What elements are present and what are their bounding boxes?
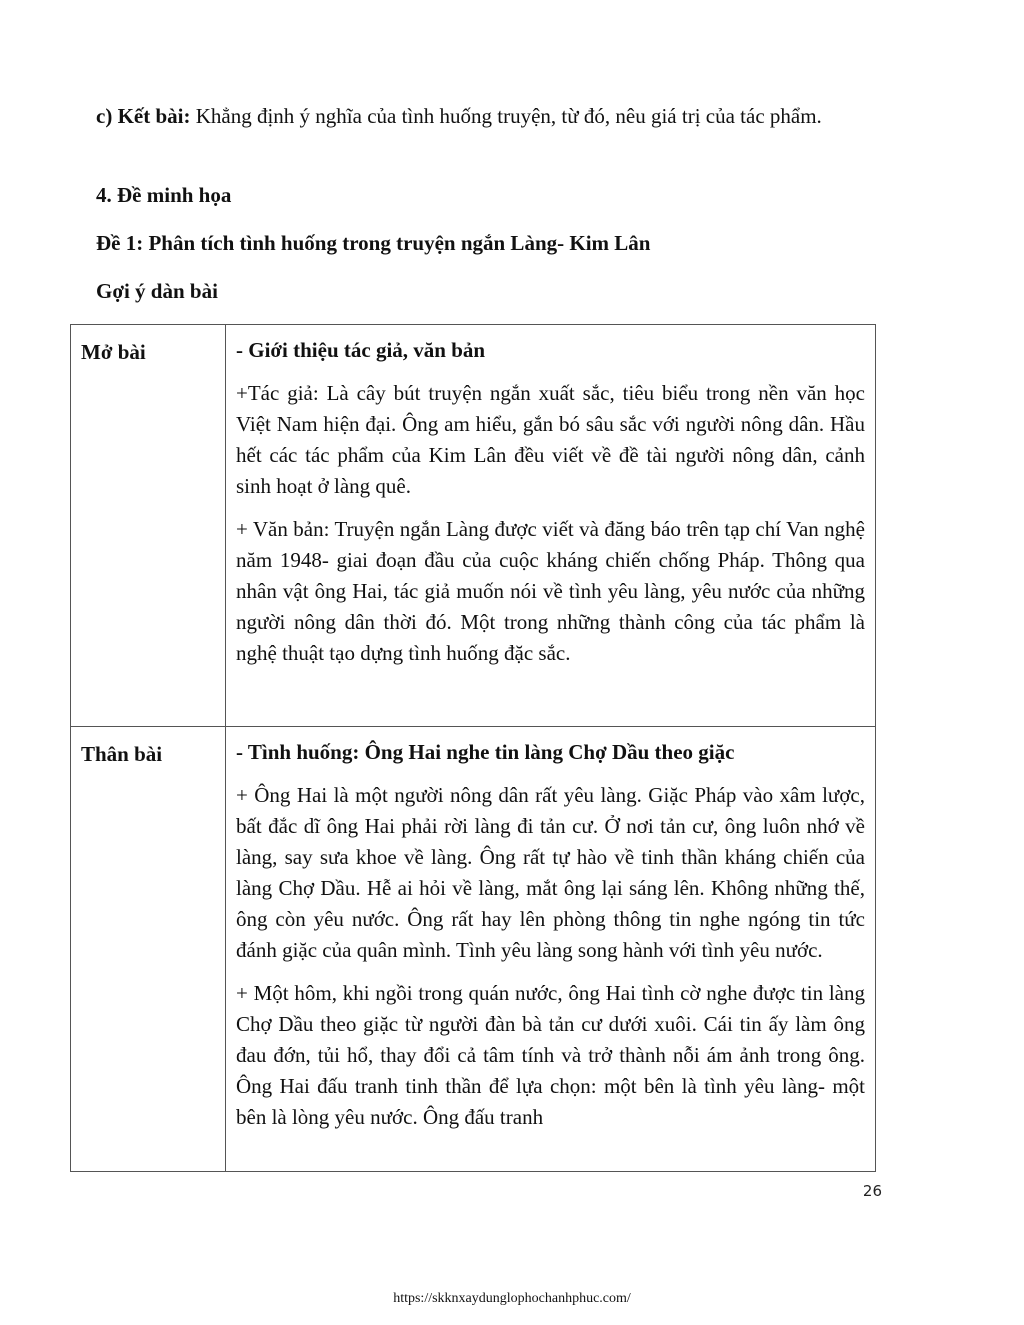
row-content [226,727,875,1172]
row-heading: - Giới thiệu tác giả, văn bản [236,338,486,362]
row-content [226,325,875,726]
outline-title [80,276,880,307]
conclusion-label: c) Kết bài: [96,104,191,128]
outline-table [70,324,876,1172]
footer-url[interactable]: https://skknxaydunglophochanhphuc.com/ [393,1291,631,1306]
table-row-than-bai [71,727,875,1172]
section-title [80,180,880,211]
page-number: 26 [862,1182,882,1200]
table-row-mo-bai [71,325,875,727]
exercise-title-text: Đề 1: Phân tích tình huống trong truyện ngắn Làng- Kim Lân [96,231,651,255]
conclusion-paragraph [80,101,880,132]
row-label: Mở bài [71,325,226,726]
row-paragraph: + Văn bản: Truyện ngắn Làng được viết và đăng báo trên tạp chí Van nghệ năm 1948- giai đoạn đầu của cuộc kháng chiến chống Pháp. Thông qua nhân vật ông Hai, tác giả muốn nói về tình yêu làng, yêu nước của những người nông dân thời đó. Một trong những thành công của tác phẩm là nghệ thuật tạo dựng tình huống đặc sắc. [236,517,865,665]
conclusion-text: Khẳng định ý nghĩa của tình huống truyện, từ đó, nêu giá trị của tác phẩm. [190,104,822,128]
row-paragraph: +Tác giả: Là cây bút truyện ngắn xuất sắc, tiêu biểu trong nền văn học Việt Nam hiện đại. Ông am hiểu, gắn bó sâu sắc với người nông dân. Hầu hết các tác phẩm của Kim Lân đều viết về đề tài người nông dân, cảnh sinh hoạt ở làng quê. [236,381,865,498]
outline-title-text: Gợi ý dàn bài [96,279,218,303]
row-paragraph: + Ông Hai là một người nông dân rất yêu làng. Giặc Pháp vào xâm lược, bất đắc dĩ ông Hai phải rời làng đi tản cư. Ở nơi tản cư, ông luôn nhớ về làng, say sưa khoe về làng. Ông rất tự hào về tinh thần kháng chiến của làng Chợ Dầu. Hễ ai hỏi về làng, mắt ông lại sáng lên. Không những thế, ông còn yêu nước. Ông rất hay lên phòng thông tin nghe ngóng tin tức đánh giặc của quân mình. Tình yêu làng song hành với tình yêu nước. [236,783,865,962]
section-title-text: 4. Đề minh họa [96,183,232,207]
row-paragraph: + Một hôm, khi ngồi trong quán nước, ông Hai tình cờ nghe được tin làng Chợ Dầu theo giặc từ người đàn bà tản cư dưới xuôi. Cái tin ấy làm ông đau đớn, tủi hổ, thay đổi cả tâm tính và trở thành nỗi ám ảnh trong ông. Ông Hai đấu tranh tinh thần để lựa chọn: một bên là tình yêu làng- một bên là lòng yêu nước. Ông đấu tranh [236,981,865,1129]
exercise-title [80,228,880,259]
row-heading: - Tình huống: Ông Hai nghe tin làng Chợ Dầu theo giặc [236,740,735,764]
row-label: Thân bài [71,727,226,1172]
